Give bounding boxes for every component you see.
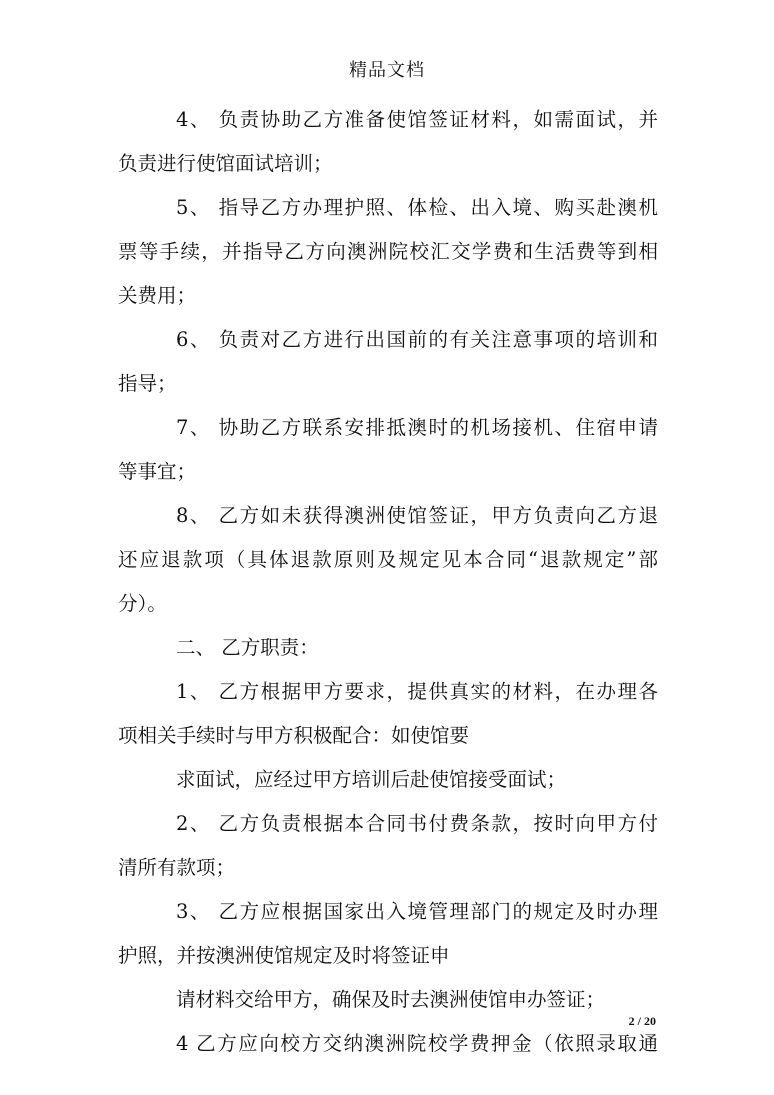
document-body	[118, 98, 658, 1066]
text-line: 1、 乙方根据甲方要求，提供真实的材料，在办理各	[176, 680, 658, 703]
text-line: 关费用；	[118, 284, 197, 307]
text-line: 6、 负责对乙方进行出国前的有关注意事项的培训和	[176, 328, 658, 351]
text-line: 二、 乙方职责：	[176, 636, 319, 659]
text-line: 4、 负责协助乙方准备使馆签证材料，如需面试，并	[176, 108, 658, 131]
text-line: 7、 协助乙方联系安排抵澳时的机场接机、住宿申请	[176, 416, 658, 439]
text-line: 票等手续，并指导乙方向澳洲院校汇交学费和生活费等到相	[118, 240, 658, 263]
text-line: 清所有款项；	[118, 856, 236, 879]
text-line: 还应退款项（具体退款原则及规定见本合同“退款规定”部	[118, 548, 658, 571]
text-line: 请材料交给甲方，确保及时去澳洲使馆申办签证；	[176, 988, 606, 1011]
text-line: 等事宜；	[118, 460, 197, 483]
text-line: 8、 乙方如未获得澳洲使馆签证，甲方负责向乙方退	[176, 504, 658, 527]
page-header-title: 精品文档	[349, 60, 425, 81]
text-line: 3、 乙方应根据国家出入境管理部门的规定及时办理	[176, 900, 658, 923]
text-line: 2、 乙方负责根据本合同书付费条款，按时向甲方付	[176, 812, 658, 835]
page-number: 2 / 20	[628, 1014, 656, 1028]
text-line: 项相关手续时与甲方积极配合：如使馆要	[118, 724, 470, 747]
text-line: 5、 指导乙方办理护照、体检、出入境、购买赴澳机	[176, 196, 658, 219]
text-line: 指导；	[118, 372, 177, 395]
text-line: 分）。	[118, 592, 167, 615]
text-line: 4 乙方应向校方交纳澳洲院校学费押金（依照录取通	[176, 1032, 658, 1055]
text-line: 求面试，应经过甲方培训后赴使馆接受面试；	[176, 768, 567, 791]
text-line: 护照，并按澳洲使馆规定及时将签证申	[118, 944, 450, 967]
text-line: 负责进行使馆面试培训；	[118, 152, 333, 175]
